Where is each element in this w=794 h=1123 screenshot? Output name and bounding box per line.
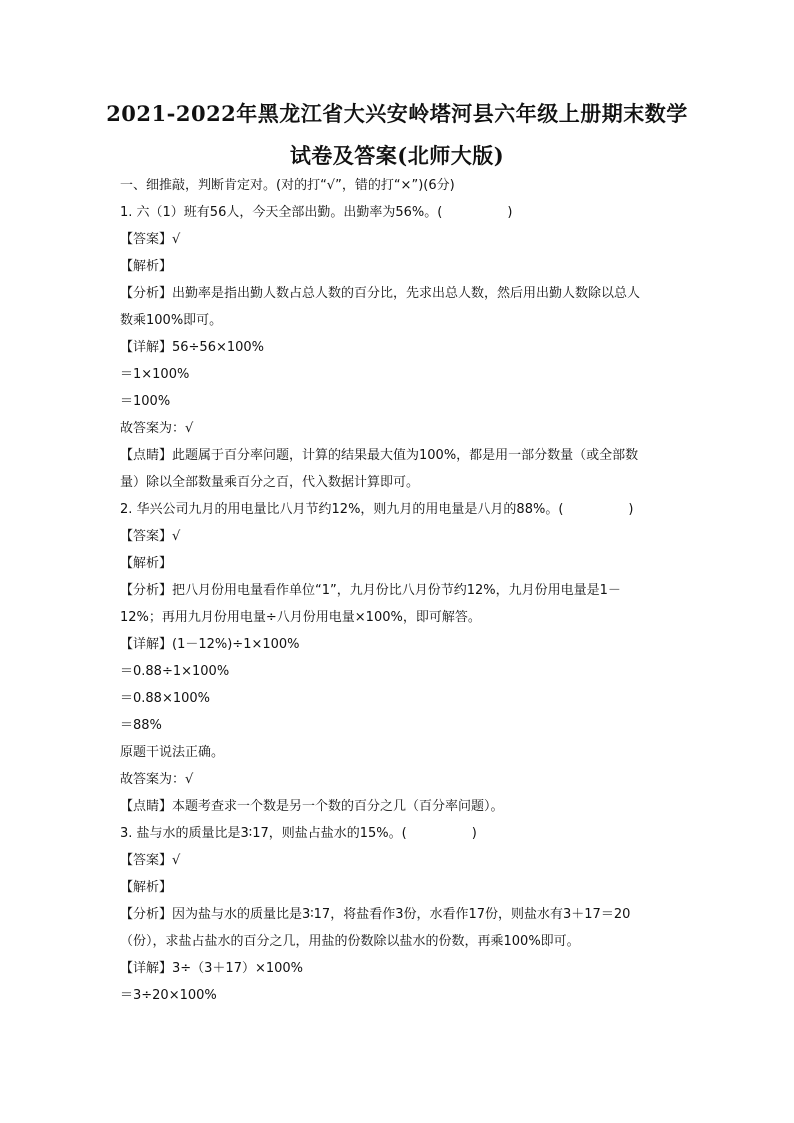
text-line: ＝3÷20×100% xyxy=(120,988,217,1003)
text-line: 【详解】3÷（3＋17）×100% xyxy=(120,961,304,976)
text-line: 【详解】(1－12%)÷1×100% xyxy=(120,637,300,652)
text-line: 一、细推敲，判断肯定对。(对的打“√”，错的打“×”)(6分) xyxy=(120,178,455,193)
text-line: 故答案为：√ xyxy=(120,421,194,436)
text-line: 量）除以全部数量乘百分之百，代入数据计算即可。 xyxy=(120,475,420,490)
text-line: （份），求盐占盐水的百分之几，用盐的份数除以盐水的份数，再乘100%即可。 xyxy=(120,934,580,949)
text-line: 【分析】把八月份用电量看作单位“1”，九月份比八月份节约12%，九月份用电量是1－ xyxy=(120,583,621,598)
text-line: 【解析】 xyxy=(120,556,173,571)
text-line: 故答案为：√ xyxy=(120,772,194,787)
document-title-line-1: 2021-2022年黑龙江省大兴安岭塔河县六年级上册期末数学 xyxy=(106,101,688,126)
text-line: ＝1×100% xyxy=(120,367,190,382)
text-line: 数乘100%即可。 xyxy=(120,313,223,328)
text-line: ＝88% xyxy=(120,718,162,733)
text-line: 【答案】√ xyxy=(120,529,181,544)
document-title-line-2: 试卷及答案(北师大版) xyxy=(289,143,505,168)
text-line: 2. 华兴公司九月的用电量比八月节约12%，则九月的用电量是八月的88%。( ) xyxy=(120,502,634,517)
text-line: 【点睛】此题属于百分率问题，计算的结果最大值为100%，都是用一部分数量（或全部数 xyxy=(120,448,639,463)
text-line: 【答案】√ xyxy=(120,853,181,868)
text-line: ＝0.88×100% xyxy=(120,691,211,706)
text-line: 12%；再用九月份用电量÷八月份用电量×100%，即可解答。 xyxy=(120,610,481,625)
text-line: 【解析】 xyxy=(120,259,173,274)
text-line: ＝100% xyxy=(120,394,171,409)
text-line: 【详解】56÷56×100% xyxy=(120,340,265,355)
text-line: 【点睛】本题考查求一个数是另一个数的百分之几（百分率问题）。 xyxy=(120,799,504,814)
text-line: ＝0.88÷1×100% xyxy=(120,664,230,679)
text-line: 1. 六（1）班有56人，今天全部出勤。出勤率为56%。( ) xyxy=(120,205,513,220)
text-line: 原题干说法正确。 xyxy=(120,745,225,760)
text-line: 【分析】出勤率是指出勤人数占总人数的百分比，先求出总人数，然后用出勤人数除以总人 xyxy=(120,286,641,301)
text-line: 【答案】√ xyxy=(120,232,181,247)
text-line: 3. 盐与水的质量比是3∶17，则盐占盐水的15%。( ) xyxy=(120,826,477,841)
text-line: 【解析】 xyxy=(120,880,173,895)
text-line: 【分析】因为盐与水的质量比是3∶17，将盐看作3份，水看作17份，则盐水有3＋17＝20 xyxy=(120,907,631,922)
